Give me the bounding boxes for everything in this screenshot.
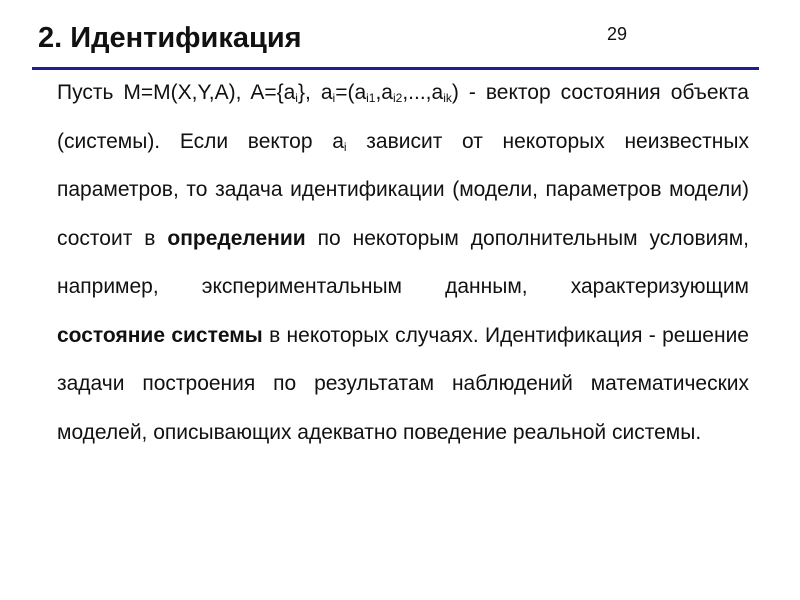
page-number: 29 bbox=[607, 24, 628, 44]
subscript: i bbox=[332, 91, 336, 105]
text-run: ) - вектор состояния объекта (системы). Если вектор a bbox=[57, 81, 749, 153]
bold-term: определении bbox=[167, 226, 306, 250]
text-run: ,a bbox=[375, 81, 393, 104]
text-run: Пусть M=M(X,Y,A), A={a bbox=[57, 81, 296, 104]
text-run: ,...,a bbox=[402, 81, 444, 104]
text-run: по некоторым дополнительным условиям, например, экспериментальным данным, характеризующим bbox=[57, 226, 749, 298]
subscript: ik bbox=[443, 91, 452, 105]
slide-title: 2. Идентификация bbox=[38, 22, 302, 54]
subscript: i bbox=[295, 91, 298, 105]
text-run: в некоторых случаях. Идентификация - решение задачи построения по результатам наблюдений математических моделей, описывающих адекватно поведение реальной системы. bbox=[57, 323, 749, 444]
text-run: =(a bbox=[335, 81, 367, 104]
body-paragraph bbox=[57, 69, 749, 457]
subscript: i2 bbox=[392, 91, 403, 105]
text-run: }, a bbox=[297, 81, 333, 104]
bold-term: состояние системы bbox=[57, 323, 263, 347]
subscript: i1 bbox=[366, 91, 376, 105]
subscript: i bbox=[343, 139, 347, 154]
text-run: зависит от некоторых неизвестных параметров, то задача идентификации (модели, параметров модели) состоит в bbox=[57, 129, 749, 250]
